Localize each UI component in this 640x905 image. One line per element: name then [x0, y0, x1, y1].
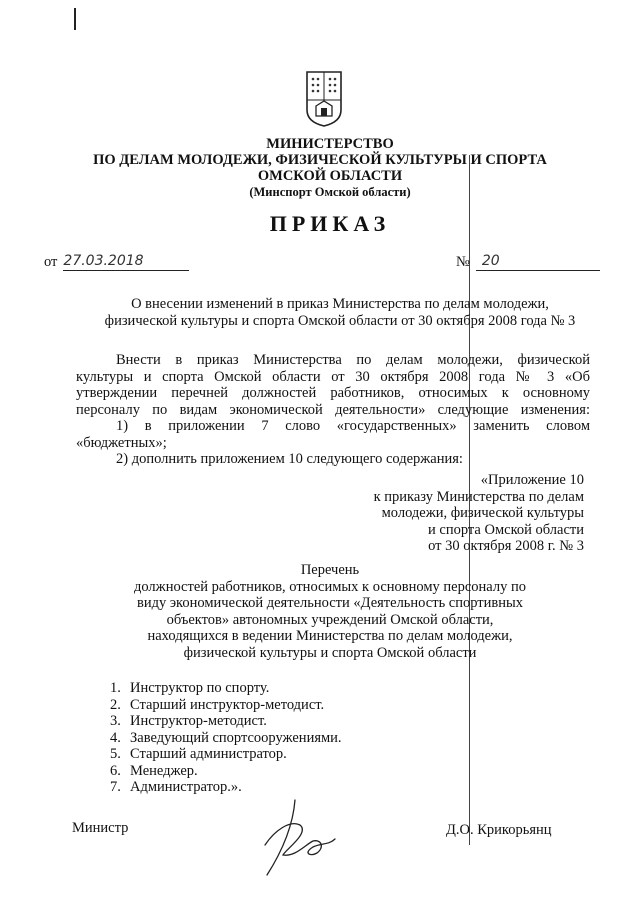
list-item-number: 4. — [110, 729, 121, 746]
list-item-text: Инструктор-методист. — [130, 713, 267, 729]
signatory-name: Д.О. Крикорьянц — [446, 822, 552, 838]
list-item-number: 3. — [110, 713, 121, 729]
appendix-ref-line3: молодежи, физической культуры — [381, 505, 584, 521]
list-item — [110, 713, 470, 730]
handwritten-signature — [255, 795, 345, 885]
appendix-ref-line5: от 30 октября 2008 г. № 3 — [428, 538, 584, 554]
order-number-prefix: № — [456, 254, 470, 270]
order-body — [76, 352, 590, 468]
order-subject — [40, 296, 640, 329]
ministry-header-line2: ПО ДЕЛАМ МОЛОДЕЖИ, ФИЗИЧЕСКОЙ КУЛЬТУРЫ И СПОРТА — [93, 152, 547, 168]
list-title-line5: находящихся в ведении Министерства по делам молодежи, — [147, 628, 513, 644]
ministry-header-abbrev: (Минспорт Омской области) — [249, 185, 411, 199]
positions-list — [110, 680, 470, 796]
coat-of-arms-emblem — [305, 70, 343, 128]
scan-mark-top-left — [74, 8, 76, 30]
body-p1-line3: утверждении перечней должностей работников, относимых к основному — [76, 385, 590, 401]
order-subject-line2: физической культуры и спорта Омской области от 30 октября 2008 года № 3 — [104, 312, 576, 329]
order-date-field — [63, 253, 189, 271]
list-title-line6: физической культуры и спорта Омской области — [183, 644, 477, 661]
signatory-title: Министр — [72, 820, 129, 836]
appendix-reference — [300, 472, 584, 555]
order-date-prefix: от — [44, 254, 58, 270]
list-item-text: Заведующий спортсооружениями. — [130, 729, 342, 746]
body-p1-line1: Внести в приказ Министерства по делам молодежи, физической — [116, 352, 590, 368]
ministry-header-line3: ОМСКОЙ ОБЛАСТИ — [257, 168, 403, 184]
order-date-row — [44, 253, 189, 271]
list-item-number: 5. — [110, 746, 121, 762]
list-item-text: Инструктор по спорту. — [130, 680, 270, 696]
body-p1-line2: культуры и спорта Омской области от 30 октября 2008 года № 3 «Об — [76, 368, 590, 385]
ministry-header-line1: МИНИСТЕРСТВО — [266, 136, 394, 152]
list-item — [110, 746, 470, 763]
order-date-value: 27.03.2018 — [63, 253, 144, 269]
order-number-field — [476, 253, 600, 271]
ministry-header — [90, 136, 550, 200]
positions-list-title — [60, 562, 600, 661]
list-item-number: 2. — [110, 696, 121, 713]
body-p2-line1: 1) в приложении 7 слово «государственных» заменить словом — [116, 418, 590, 434]
body-p3: 2) дополнить приложением 10 следующего содержания: — [116, 451, 463, 467]
list-title-line1: Перечень — [300, 562, 360, 578]
list-item-text: Старший инструктор-методист. — [130, 696, 325, 713]
list-title-line2: должностей работников, относимых к основному персоналу по — [134, 578, 526, 595]
appendix-ref-line1: «Приложение 10 — [480, 472, 584, 488]
list-item-text: Администратор.». — [130, 779, 242, 795]
list-item-number: 1. — [110, 680, 121, 696]
order-number-value: 20 — [481, 253, 500, 269]
appendix-ref-line4: и спорта Омской области — [428, 521, 584, 538]
list-item-number: 6. — [110, 762, 121, 779]
list-item-text: Менеджер. — [130, 762, 198, 779]
list-title-line4: объектов» автономных учреждений Омской области, — [166, 611, 494, 628]
list-item — [110, 763, 470, 780]
appendix-ref-line2: к приказу Министерства по делам — [373, 488, 584, 505]
list-item — [110, 697, 470, 714]
list-item — [110, 779, 470, 796]
order-subject-line1: О внесении изменений в приказ Министерства по делам молодежи, — [131, 296, 549, 312]
list-item — [110, 680, 470, 697]
list-title-line3: виду экономической деятельности «Деятельность спортивных — [136, 595, 524, 611]
document-title: ПРИКАЗ — [269, 211, 391, 236]
body-p1-line4: персоналу по видам экономической деятельности» следующие изменения: — [76, 401, 590, 418]
body-p2-line2: «бюджетных»; — [76, 434, 167, 451]
order-number-row — [456, 253, 600, 271]
list-item-text: Старший администратор. — [130, 746, 287, 762]
list-item-number: 7. — [110, 779, 121, 795]
list-item — [110, 730, 470, 747]
